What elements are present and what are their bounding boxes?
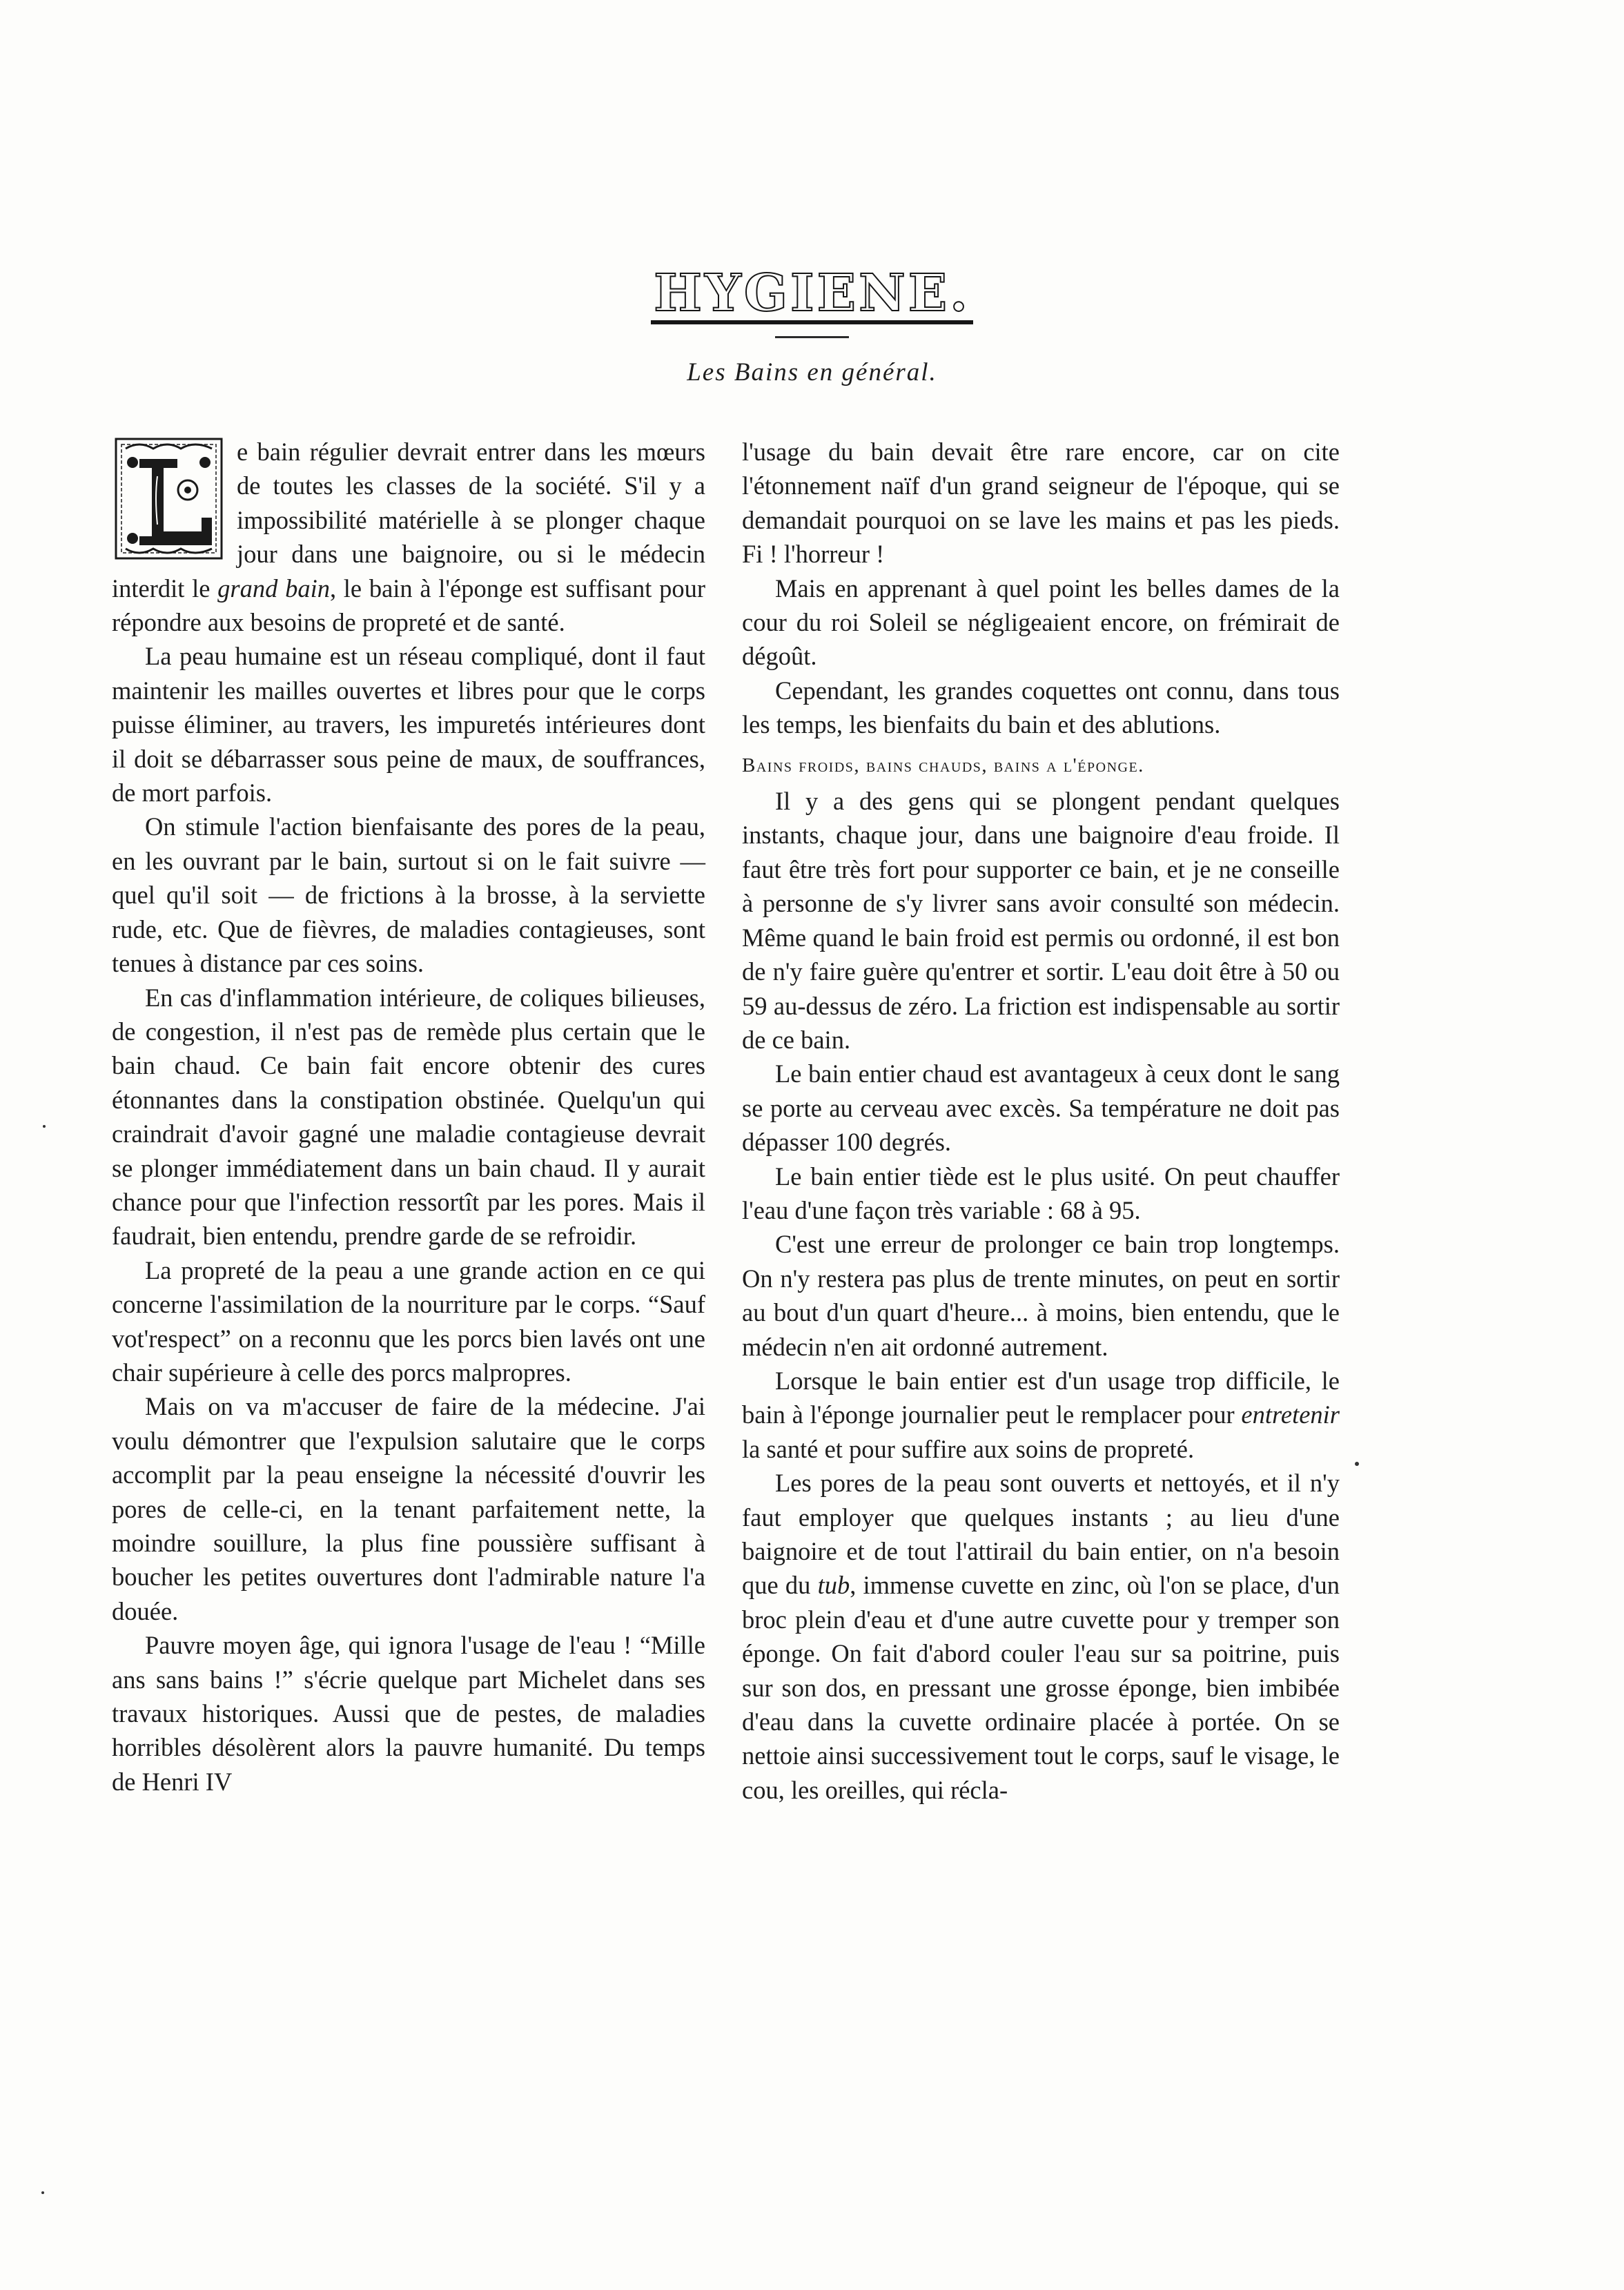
paragraph: C'est une erreur de prolonger ce bain trop longtemps. On n'y restera pas plus de trente minutes, on peut en sortir au bout d'un quart d'heure... à moins, bien entendu, que le médecin n'en ait ordonné autrement. [742,1230,1340,1361]
paragraph: e bain régulier devrait entrer dans les mœurs de toutes les classes de la société. S'il y a impossibilité matérielle à se plonger chaque jour dans une baignoire, ou si le médecin interdit le grand bain, le bain à l'éponge est suffisant pour répondre aux besoins de propreté et de santé. [112,435,705,639]
title-rule [775,336,849,338]
paragraph: Le bain entier tiède est le plus usité. On peut chauffer l'eau d'une façon très variable : 68 à 95. [742,1162,1340,1224]
print-speck [43,1125,46,1128]
paragraph: Il y a des gens qui se plongent pendant quelques instants, chaque jour, dans une baignoire d'eau froide. Il faut être très fort pour supporter ce bain, et je ne conseille à personne de s'y livrer sans avoir consulté son médecin. Même quand le bain froid est permis ou ordonné, il est bon de n'y faire guère qu'entrer et sortir. L'eau doit être à 50 ou 59 au-dessus de zéro. La friction est indispensable au sortir de ce bain. [742,787,1340,1054]
print-speck [1355,1462,1359,1466]
right-column [742,435,1340,1807]
paragraph: Mais en apprenant à quel point les belles dames de la cour du roi Soleil se négligeaient encore, on frémirait de dégoût. [742,574,1340,671]
paragraph: Cependant, les grandes coquettes ont connu, dans tous les temps, les bienfaits du bain et des ablutions. [742,676,1340,739]
drop-cap-ornament [112,435,226,562]
paragraph: En cas d'inflammation intérieure, de coliques bilieuses, de congestion, il n'est pas de remède plus certain que le bain chaud. Ce bain fait encore obtenir des cures étonnantes dans la constipation obstinée. Quelqu'un qui craindrait d'avoir gagné une maladie contagieuse devrait se plonger immédiatement dans un bain chaud. Il y aurait chance pour que l'infection ressortît par les pores. Mais il faudrait, bien entendu, prendre garde de se refroidir. [112,983,705,1251]
paragraph: Mais on va m'accuser de faire de la médecine. J'ai voulu démontrer que l'expulsion salutaire que le corps accomplit par la peau enseigne la nécessité d'ouvrir les pores de celle-ci, en la tenant parfaitement nette, la moindre souillure, la plus fine poussière suffisant à boucher les petites ouvertures dont l'admirable nature l'a douée. [112,1392,705,1625]
paragraph: La peau humaine est un réseau compliqué, dont il faut maintenir les mailles ouvertes et libres pour que le corps puisse éliminer, au travers, les impuretés intérieures dont il doit se débarrasser sous peine de maux, de souffrances, de mort parfois. [112,642,705,808]
section-heading: Bains froids, bains chauds, bains a l'éponge. [742,754,1144,776]
paragraph: Les pores de la peau sont ouverts et nettoyés, et il n'y faut employer que quelques instants ; au lieu d'une baignoire et de tout l'attirail du bain entier, on n'a besoin que du tub, immense cuvette en zinc, où l'on se place, d'un broc plein d'eau et d'une autre cuvette pour y tremper son éponge. On fait d'abord couler l'eau sur sa poitrine, puis sur son dos, en pressant une grosse éponge, bien imbibée d'eau dans la cuvette ordinaire placée à portée. On se nettoie ainsi successivement tout le corps, sauf le visage, le cou, les oreilles, qui récla- [742,1469,1340,1804]
paragraph: La propreté de la peau a une grande action en ce qui concerne l'assimilation de la nourriture par le corps. “Sauf vot'respect” on a reconnu que les porcs bien lavés ont une chair supérieure à celle des porcs malpropres. [112,1255,705,1387]
paragraph: Lorsque le bain entier est d'un usage trop difficile, le bain à l'éponge journalier peut le remplacer pour entretenir la santé et pour suffire aux soins de propreté. [742,1366,1340,1463]
article-subtitle: Les Bains en général. [687,358,937,386]
page-title: HYGIENE. [0,265,1624,324]
paragraph: l'usage du bain devait être rare encore, car on cite l'étonnement naïf d'un grand seigneur de l'époque, qui se demandait pourquoi on se lave les mains et pas les pieds. Fi ! l'horreur ! [742,438,1340,569]
paragraph: On stimule l'action bienfaisante des pores de la peau, en les ouvrant par le bain, surtout si on le fait suivre — quel qu'il soit — de frictions à la brosse, à la serviette rude, etc. Que de fièvres, de maladies contagieuses, sont tenues à distance par ces soins. [112,812,705,978]
paragraph: Le bain entier chaud est avantageux à ceux dont le sang se porte au cerveau avec excès. Sa température ne doit pas dépasser 100 degrés. [742,1059,1340,1157]
print-speck [41,2191,44,2194]
left-column [112,435,705,1799]
ornamental-initial-icon [112,435,226,562]
paragraph: Pauvre moyen âge, qui ignora l'usage de l'eau ! “Mille ans sans bains !” s'écrie quelque part Michelet dans ses travaux historiques. Aussi que de pestes, de maladies horribles désolèrent alors la pauvre humanité. Du temps de Henri IV [112,1631,705,1796]
